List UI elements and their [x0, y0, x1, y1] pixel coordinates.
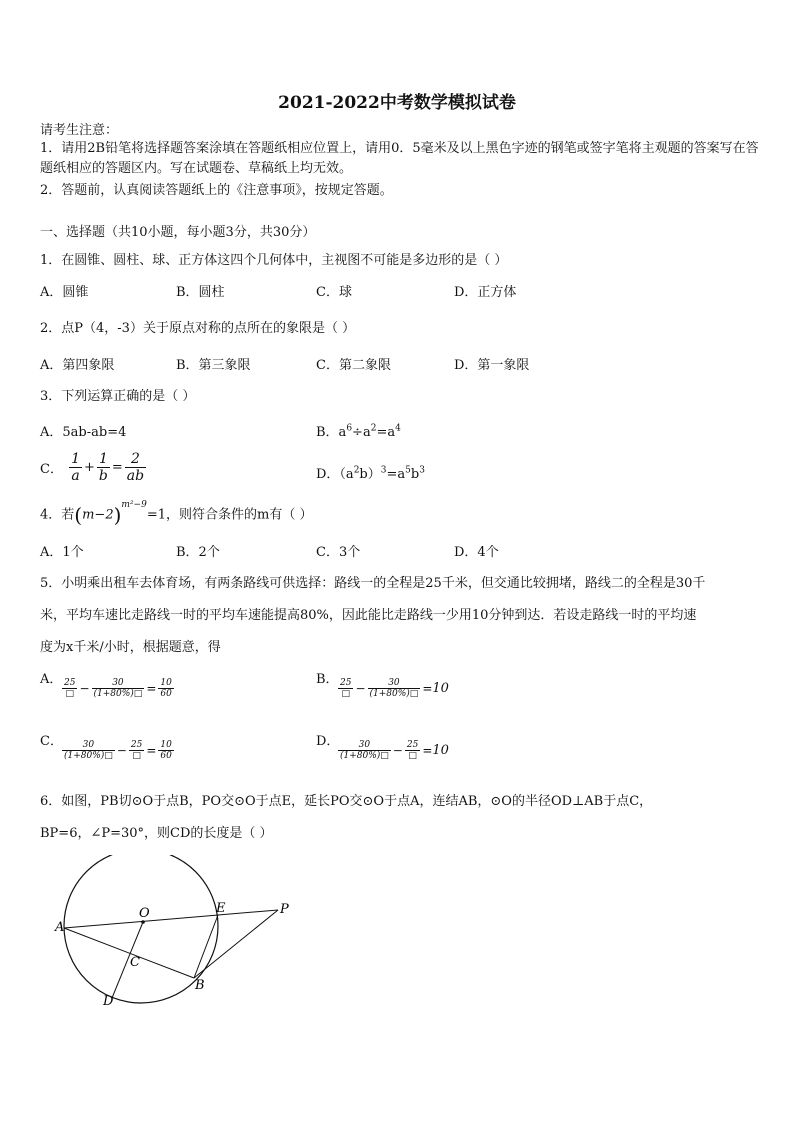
- q4-option-b: B．2个: [176, 545, 220, 560]
- q6-line-1: 6．如图，PB切⊙O于点B，PO交⊙O于点E，延长PO交⊙O于点A，连结AB，⊙O的半径OD⊥AB于点C，: [40, 794, 653, 809]
- geometry-figure: [50, 855, 300, 1015]
- q1-option-b: B．圆柱: [176, 285, 225, 300]
- q1-option-c: C．球: [316, 285, 352, 300]
- q5-option-c-label: C．: [40, 734, 63, 749]
- fraction: $\frac{25}{□}$: [406, 740, 419, 761]
- q5-option-a-expression: $\frac{25}{□}$ − $\frac{30}{(1+80\%)□}$ = $\frac{10}{60}$: [64, 678, 172, 699]
- q1-stem: 1．在圆锥、圆柱、球、正方体这四个几何体中，主视图不可能是多边形的是（ ）: [40, 253, 508, 268]
- line-ap: [64, 910, 278, 928]
- q4-option-a: A．1个: [40, 545, 84, 560]
- q3-stem: 3．下列运算正确的是（ ）: [40, 389, 196, 404]
- fraction: $\frac{25}{□}$: [64, 678, 76, 699]
- fraction: $\frac{1}{b}$: [98, 451, 108, 484]
- q2-stem: 2．点P（4，-3）关于原点对称的点所在的象限是（ ）: [40, 321, 356, 336]
- fraction: $\frac{10}{60}$: [160, 678, 172, 699]
- q4-option-d: D．4个: [454, 545, 499, 560]
- label-o: O: [139, 906, 150, 921]
- q5-option-d-expression: $\frac{30}{(1+80\%)□}$ − $\frac{25}{□}$ =10: [340, 740, 449, 761]
- q2-option-c: C．第二象限: [316, 358, 391, 373]
- label-b: B: [195, 978, 205, 993]
- fraction: $\frac{30}{(1+80\%)□}$: [340, 740, 389, 761]
- q1-option-d: D．正方体: [454, 285, 517, 300]
- q5-line-2: 米，平均车速比走路线一时的平均车速能提高80%，因此能比走路线一少用10分钟到达．若设走路线一时的平均速: [40, 608, 697, 623]
- page-title: 2021-2022中考数学模拟试卷: [278, 93, 516, 113]
- q5-option-a-label: A．: [40, 672, 63, 687]
- fraction: $\frac{10}{60}$: [160, 740, 172, 761]
- q5-option-d-label: D．: [316, 734, 340, 749]
- q3-option-c: C． $\frac{1}{a}$ + $\frac{1}{b}$ = $\frac{2}{ab}$: [40, 451, 145, 484]
- fraction: $\frac{30}{(1+80\%)□}$: [369, 678, 419, 699]
- q5-option-c-expression: $\frac{30}{(1+80\%)□}$ − $\frac{25}{□}$ = $\frac{10}{60}$: [64, 740, 172, 761]
- fraction: $\frac{30}{(1+80\%)□}$: [93, 678, 143, 699]
- fraction: $\frac{30}{(1+80\%)□}$: [64, 740, 113, 761]
- fraction: $\frac{2}{ab}$: [126, 451, 145, 484]
- q5-line-1: 5．小明乘出租车去体育场，有两条路线可供选择：路线一的全程是25千米，但交通比较拥堵，路线二的全程是30千: [40, 576, 706, 591]
- notice-heading: 请考生注意：: [40, 123, 119, 138]
- q3-option-a: A．5ab-ab=4: [40, 425, 127, 440]
- q4-stem: 4．若$(m-2)^{m^2-9}=1$，则符合条件的m有（ ）: [40, 500, 313, 527]
- q2-option-a: A．第四象限: [40, 358, 115, 373]
- q4-option-c: C．3个: [316, 545, 361, 560]
- fraction: $\frac{1}{a}$: [71, 451, 81, 484]
- label-p: P: [280, 902, 289, 917]
- section-heading: 一、选择题（共10小题，每小题3分，共30分）: [40, 225, 316, 240]
- q3-option-d: D．$(a^2b)^3=a^5b^3$: [316, 465, 425, 482]
- label-a: A: [55, 920, 65, 935]
- q3-option-b: B．$a^6\div a^2=a^4$: [316, 423, 401, 440]
- line-ab: [64, 928, 194, 978]
- notice-item-2: 2．答题前，认真阅读答题纸上的《注意事项》，按规定答题。: [40, 183, 393, 198]
- fraction: $\frac{25}{□}$: [130, 740, 143, 761]
- q5-option-b-expression: $\frac{25}{□}$ − $\frac{30}{(1+80\%)□}$ =10: [340, 678, 449, 699]
- q2-option-d: D．第一象限: [454, 358, 530, 373]
- label-e: E: [216, 901, 226, 916]
- q6-line-2: BP=6，∠P=30°，则CD的长度是（ ）: [40, 826, 273, 841]
- q5-option-b-label: B．: [316, 672, 339, 687]
- q5-line-3: 度为x千米/小时，根据题意，得: [40, 640, 221, 655]
- label-d: D: [103, 994, 114, 1009]
- q1-option-a: A．圆锥: [40, 285, 89, 300]
- fraction: $\frac{25}{□}$: [340, 678, 352, 699]
- label-c: C: [130, 955, 140, 970]
- q2-option-b: B．第三象限: [176, 358, 251, 373]
- notice-item-1: 1．请用2B铅笔将选择题答案涂填在答题纸相应位置上，请用0．5毫米及以上黑色字迹的钢笔或签字笔将主观题的答案写在答题纸相应的答题区内。写在试题卷、草稿纸上均无效。: [40, 141, 759, 176]
